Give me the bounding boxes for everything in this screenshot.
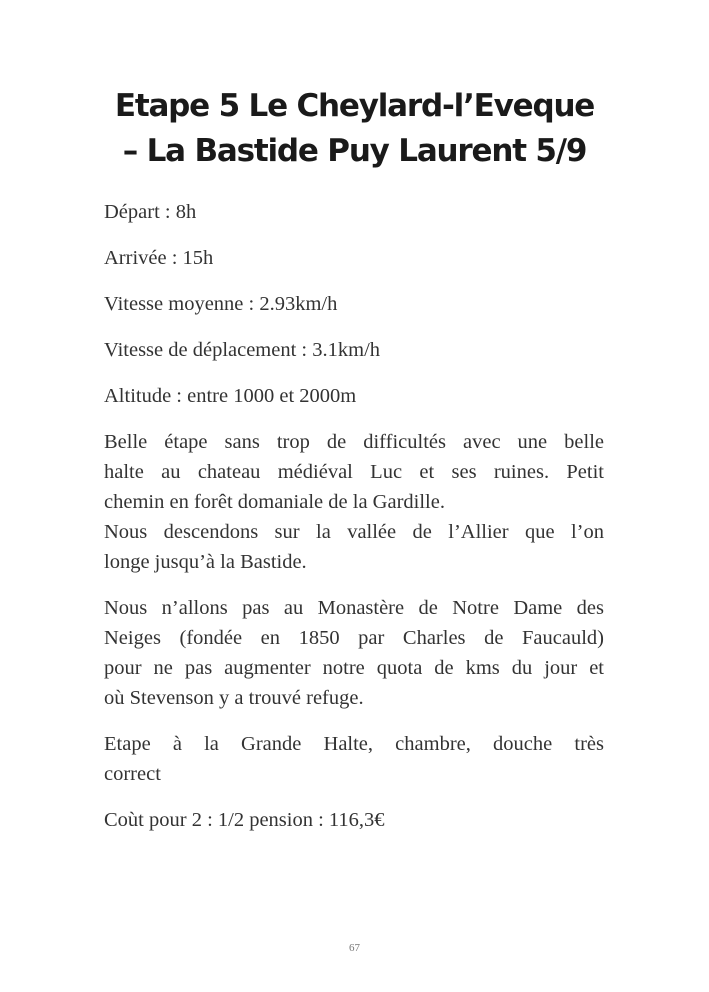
average-speed: Vitesse moyenne : 2.93km/h <box>104 293 338 315</box>
altitude: Altitude : entre 1000 et 2000m <box>104 385 357 407</box>
paragraph-lodging <box>104 729 604 789</box>
paragraph-monastery <box>104 593 604 713</box>
text-line: halte au chateau médiéval Luc et ses ruines. Petit <box>104 461 604 483</box>
text-line: correct <box>104 763 161 785</box>
text-line: Etape à la Grande Halte, chambre, douche très <box>104 733 604 755</box>
text-line: Nous descendons sur la vallée de l’Allier que l’on <box>104 521 604 543</box>
text-line: Nous n’allons pas au Monastère de Notre Dame des <box>104 597 604 619</box>
text-line: chemin en forêt domaniale de la Gardille. <box>104 491 445 513</box>
page-title <box>60 84 649 174</box>
depart-time: Départ : 8h <box>104 201 197 223</box>
text-line: pour ne pas augmenter notre quota de kms du jour et <box>104 657 604 679</box>
document-body <box>104 197 604 851</box>
title-line-2: – La Bastide Puy Laurent 5/9 <box>122 133 587 169</box>
text-line: où Stevenson y a trouvé refuge. <box>104 687 364 709</box>
cost-line: Coùt pour 2 : 1/2 pension : 116,3€ <box>104 809 385 831</box>
text-line: Belle étape sans trop de difficultés avec une belle <box>104 431 604 453</box>
paragraph-stage-description <box>104 427 604 517</box>
text-line: longe jusqu’à la Bastide. <box>104 551 307 573</box>
arrival-time: Arrivée : 15h <box>104 247 214 269</box>
page-number: 67 <box>349 942 360 954</box>
title-line-1: Etape 5 Le Cheylard-l’Eveque <box>114 88 595 124</box>
paragraph-allier-valley <box>104 517 604 577</box>
text-line: Neiges (fondée en 1850 par Charles de Faucauld) <box>104 627 604 649</box>
travel-speed: Vitesse de déplacement : 3.1km/h <box>104 339 381 361</box>
